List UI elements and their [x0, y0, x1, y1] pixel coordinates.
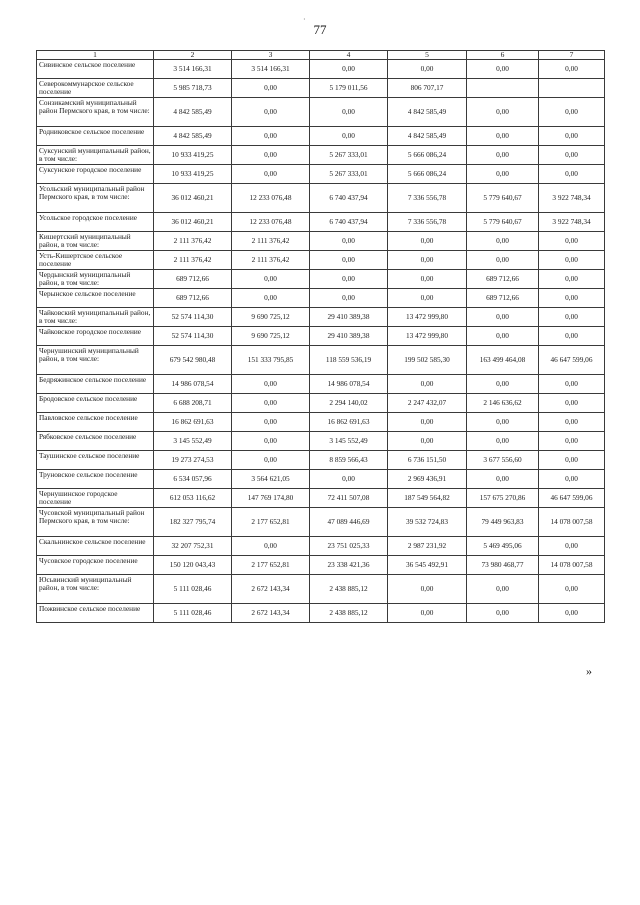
table-row [37, 270, 605, 289]
amount-cell: 46 647 599,06 [539, 346, 605, 375]
amount-cell: 0,00 [539, 537, 605, 556]
amount-cell: 14 078 007,58 [539, 556, 605, 575]
column-header: 7 [539, 51, 605, 60]
amount-cell: 39 532 724,83 [388, 508, 467, 537]
amount-cell: 612 053 116,62 [154, 489, 232, 508]
amount-cell: 0,00 [539, 604, 605, 623]
amount-cell: 0,00 [467, 375, 539, 394]
amount-cell: 2 969 436,91 [388, 470, 467, 489]
amount-cell: 0,00 [467, 327, 539, 346]
amount-cell: 0,00 [467, 98, 539, 127]
amount-cell: 0,00 [232, 165, 310, 184]
amount-cell: 3 145 552,49 [310, 432, 388, 451]
amount-cell: 2 177 652,81 [232, 508, 310, 537]
amount-cell: 0,00 [232, 146, 310, 165]
amount-cell: 46 647 599,06 [539, 489, 605, 508]
municipality-name-cell: Сивинское сельское поселение [37, 60, 154, 79]
amount-cell: 0,00 [539, 470, 605, 489]
amount-cell: 12 233 076,48 [232, 184, 310, 213]
amount-cell: 2 438 885,12 [310, 575, 388, 604]
municipality-name-cell: Сонзикамский муниципальный район Пермского края, в том числе: [37, 98, 154, 127]
municipality-name-cell: Черынское сельское поселение [37, 289, 154, 308]
municipality-name-cell: Бедряжинское сельское поселение [37, 375, 154, 394]
amount-cell: 0,00 [388, 289, 467, 308]
municipality-name-cell: Рябковское сельское поселение [37, 432, 154, 451]
municipality-name-cell: Суксунское городское поселение [37, 165, 154, 184]
amount-cell: 0,00 [539, 270, 605, 289]
amount-cell: 0,00 [467, 165, 539, 184]
table-row [37, 289, 605, 308]
municipality-name-cell: Кишертский муниципальный район, в том числе: [37, 232, 154, 251]
amount-cell: 5 267 333,01 [310, 146, 388, 165]
amount-cell: 0,00 [539, 394, 605, 413]
amount-cell: 4 842 585,49 [388, 127, 467, 146]
amount-cell: 36 012 460,21 [154, 184, 232, 213]
table-body [37, 60, 605, 623]
municipality-name-cell: Павловское сельское поселение [37, 413, 154, 432]
amount-cell [539, 79, 605, 98]
table-row [37, 346, 605, 375]
municipality-name-cell: Северокоммунарское сельское поселение [37, 79, 154, 98]
amount-cell: 12 233 076,48 [232, 213, 310, 232]
amount-cell: 0,00 [310, 98, 388, 127]
amount-cell: 0,00 [539, 432, 605, 451]
table-row [37, 184, 605, 213]
amount-cell: 5 179 011,56 [310, 79, 388, 98]
column-header: 2 [154, 51, 232, 60]
amount-cell: 4 842 585,49 [154, 127, 232, 146]
amount-cell: 6 736 151,50 [388, 451, 467, 470]
amount-cell: 47 089 446,69 [310, 508, 388, 537]
municipality-name-cell: Таушинское сельское поселение [37, 451, 154, 470]
table-row [37, 327, 605, 346]
amount-cell: 0,00 [232, 432, 310, 451]
amount-cell: 0,00 [232, 413, 310, 432]
amount-cell: 0,00 [388, 413, 467, 432]
table-row [37, 451, 605, 470]
amount-cell: 0,00 [388, 232, 467, 251]
amount-cell: 0,00 [467, 146, 539, 165]
amount-cell: 5 666 086,24 [388, 146, 467, 165]
table-row [37, 394, 605, 413]
table-row [37, 79, 605, 98]
amount-cell: 679 542 980,48 [154, 346, 232, 375]
amount-cell: 5 666 086,24 [388, 165, 467, 184]
amount-cell: 0,00 [539, 165, 605, 184]
amount-cell: 689 712,66 [154, 289, 232, 308]
amount-cell: 0,00 [310, 232, 388, 251]
amount-cell: 3 514 166,31 [154, 60, 232, 79]
amount-cell: 806 707,17 [388, 79, 467, 98]
amount-cell: 10 933 419,25 [154, 146, 232, 165]
amount-cell: 2 294 140,02 [310, 394, 388, 413]
amount-cell: 163 499 464,08 [467, 346, 539, 375]
column-header: 3 [232, 51, 310, 60]
table-row [37, 127, 605, 146]
table-row [37, 251, 605, 270]
municipality-name-cell: Чайковский муниципальный район, в том числе: [37, 308, 154, 327]
amount-cell: 73 980 468,77 [467, 556, 539, 575]
amount-cell: 10 933 419,25 [154, 165, 232, 184]
amount-cell: 52 574 114,30 [154, 308, 232, 327]
amount-cell: 3 677 556,60 [467, 451, 539, 470]
amount-cell: 5 779 640,67 [467, 184, 539, 213]
municipality-name-cell: Усольский муниципальный район Пермского края, в том числе: [37, 184, 154, 213]
table-row [37, 60, 605, 79]
amount-cell: 32 207 752,31 [154, 537, 232, 556]
amount-cell: 0,00 [232, 127, 310, 146]
table-row [37, 489, 605, 508]
municipality-name-cell: Чердынский муниципальный район, в том числе: [37, 270, 154, 289]
amount-cell: 0,00 [539, 413, 605, 432]
table-row [37, 146, 605, 165]
amount-cell: 8 859 566,43 [310, 451, 388, 470]
amount-cell: 2 111 376,42 [154, 232, 232, 251]
amount-cell: 0,00 [388, 270, 467, 289]
municipality-name-cell: Чусовской муниципальный район Пермского края, в том числе: [37, 508, 154, 537]
amount-cell: 2 111 376,42 [232, 232, 310, 251]
amount-cell: 0,00 [388, 375, 467, 394]
table-row [37, 413, 605, 432]
amount-cell: 5 469 495,06 [467, 537, 539, 556]
table-row [37, 537, 605, 556]
table-row [37, 575, 605, 604]
amount-cell: 0,00 [539, 308, 605, 327]
table-row [37, 556, 605, 575]
amount-cell: 0,00 [232, 375, 310, 394]
amount-cell: 0,00 [467, 432, 539, 451]
amount-cell: 0,00 [310, 60, 388, 79]
amount-cell: 23 751 025,33 [310, 537, 388, 556]
amount-cell: 2 111 376,42 [232, 251, 310, 270]
amount-cell: 147 769 174,80 [232, 489, 310, 508]
amount-cell: 29 410 389,38 [310, 308, 388, 327]
amount-cell: 0,00 [539, 127, 605, 146]
table-row [37, 308, 605, 327]
table-row [37, 432, 605, 451]
amount-cell: 36 012 460,21 [154, 213, 232, 232]
municipality-name-cell: Скальнинское сельское поселение [37, 537, 154, 556]
amount-cell: 0,00 [539, 375, 605, 394]
table-row [37, 470, 605, 489]
amount-cell: 0,00 [388, 432, 467, 451]
municipality-name-cell: Юсьвинский муниципальный район, в том числе: [37, 575, 154, 604]
municipality-name-cell: Чусовское городское поселение [37, 556, 154, 575]
amount-cell: 23 338 421,36 [310, 556, 388, 575]
column-header: 4 [310, 51, 388, 60]
header-row [37, 51, 605, 60]
column-header: 5 [388, 51, 467, 60]
amount-cell: 0,00 [467, 251, 539, 270]
amount-cell: 0,00 [232, 98, 310, 127]
amount-cell: 0,00 [467, 60, 539, 79]
amount-cell: 0,00 [310, 270, 388, 289]
amount-cell: 16 862 691,63 [154, 413, 232, 432]
amount-cell: 2 111 376,42 [154, 251, 232, 270]
amount-cell: 3 514 166,31 [232, 60, 310, 79]
amount-cell: 0,00 [467, 232, 539, 251]
amount-cell: 14 986 078,54 [154, 375, 232, 394]
table-row [37, 375, 605, 394]
amount-cell: 6 740 437,94 [310, 184, 388, 213]
amount-cell: 5 267 333,01 [310, 165, 388, 184]
amount-cell: 0,00 [539, 251, 605, 270]
amount-cell: 0,00 [539, 289, 605, 308]
municipality-name-cell: Чайковское городское поселение [37, 327, 154, 346]
amount-cell: 118 559 536,19 [310, 346, 388, 375]
amount-cell: 150 120 043,43 [154, 556, 232, 575]
page-number: 77 [313, 22, 327, 37]
municipality-name-cell: Чернушинское городское поселение [37, 489, 154, 508]
amount-cell: 2 177 652,81 [232, 556, 310, 575]
amount-cell: 72 411 507,08 [310, 489, 388, 508]
amount-cell: 0,00 [467, 575, 539, 604]
amount-cell: 4 842 585,49 [154, 98, 232, 127]
amount-cell: 689 712,66 [467, 289, 539, 308]
amount-cell: 0,00 [388, 604, 467, 623]
amount-cell: 0,00 [539, 327, 605, 346]
amount-cell: 187 549 564,82 [388, 489, 467, 508]
amount-cell: 0,00 [310, 251, 388, 270]
amount-cell: 19 273 274,53 [154, 451, 232, 470]
scan-mark: · [303, 15, 306, 24]
closing-quote: » [586, 664, 592, 678]
municipality-name-cell: Чернушинский муниципальный район, в том числе: [37, 346, 154, 375]
amount-cell: 3 922 748,34 [539, 184, 605, 213]
table-row [37, 213, 605, 232]
amount-cell: 0,00 [232, 394, 310, 413]
amount-cell: 4 842 585,49 [388, 98, 467, 127]
amount-cell: 199 502 585,30 [388, 346, 467, 375]
amount-cell: 157 675 270,86 [467, 489, 539, 508]
amount-cell: 5 111 028,46 [154, 575, 232, 604]
amount-cell: 0,00 [539, 98, 605, 127]
table-row [37, 232, 605, 251]
amount-cell: 0,00 [310, 470, 388, 489]
amount-cell: 0,00 [467, 308, 539, 327]
amount-cell: 0,00 [539, 146, 605, 165]
amount-cell: 0,00 [539, 60, 605, 79]
amount-cell: 689 712,66 [154, 270, 232, 289]
amount-cell: 52 574 114,30 [154, 327, 232, 346]
table-row [37, 508, 605, 537]
amount-cell: 0,00 [388, 251, 467, 270]
amount-cell: 0,00 [467, 413, 539, 432]
amount-cell: 9 690 725,12 [232, 327, 310, 346]
amount-cell: 5 985 718,73 [154, 79, 232, 98]
budget-table [36, 50, 605, 623]
column-header: 1 [37, 51, 154, 60]
amount-cell: 0,00 [467, 127, 539, 146]
amount-cell: 13 472 999,80 [388, 327, 467, 346]
amount-cell: 0,00 [310, 289, 388, 308]
municipality-name-cell: Труновское сельское поселение [37, 470, 154, 489]
amount-cell: 6 534 057,96 [154, 470, 232, 489]
municipality-name-cell: Суксунский муниципальный район, в том числе: [37, 146, 154, 165]
amount-cell: 0,00 [310, 127, 388, 146]
amount-cell: 2 146 636,62 [467, 394, 539, 413]
amount-cell: 0,00 [232, 289, 310, 308]
municipality-name-cell: Родниковское сельское поселение [37, 127, 154, 146]
amount-cell: 0,00 [467, 470, 539, 489]
amount-cell: 5 779 640,67 [467, 213, 539, 232]
municipality-name-cell: Бродовское сельское поселение [37, 394, 154, 413]
amount-cell: 0,00 [467, 604, 539, 623]
amount-cell: 2 672 143,34 [232, 575, 310, 604]
amount-cell: 29 410 389,38 [310, 327, 388, 346]
amount-cell: 36 545 492,91 [388, 556, 467, 575]
amount-cell: 2 987 231,92 [388, 537, 467, 556]
amount-cell: 3 922 748,34 [539, 213, 605, 232]
amount-cell: 0,00 [388, 575, 467, 604]
amount-cell: 16 862 691,63 [310, 413, 388, 432]
amount-cell: 689 712,66 [467, 270, 539, 289]
amount-cell: 14 078 007,58 [539, 508, 605, 537]
table-row [37, 604, 605, 623]
amount-cell: 2 438 885,12 [310, 604, 388, 623]
amount-cell: 0,00 [388, 60, 467, 79]
amount-cell [467, 79, 539, 98]
amount-cell: 2 672 143,34 [232, 604, 310, 623]
amount-cell: 6 688 208,71 [154, 394, 232, 413]
amount-cell: 0,00 [232, 451, 310, 470]
amount-cell: 6 740 437,94 [310, 213, 388, 232]
amount-cell: 13 472 999,80 [388, 308, 467, 327]
amount-cell: 3 145 552,49 [154, 432, 232, 451]
municipality-name-cell: Усть-Кишертское сельское поселение [37, 251, 154, 270]
amount-cell: 182 327 795,74 [154, 508, 232, 537]
amount-cell: 0,00 [232, 79, 310, 98]
column-header: 6 [467, 51, 539, 60]
amount-cell: 2 247 432,07 [388, 394, 467, 413]
municipality-name-cell: Усольское городское поселение [37, 213, 154, 232]
table-row [37, 165, 605, 184]
amount-cell: 9 690 725,12 [232, 308, 310, 327]
amount-cell: 5 111 028,46 [154, 604, 232, 623]
amount-cell: 0,00 [232, 537, 310, 556]
amount-cell: 0,00 [539, 451, 605, 470]
amount-cell: 0,00 [539, 575, 605, 604]
municipality-name-cell: Пожвинское сельское поселение [37, 604, 154, 623]
amount-cell: 0,00 [232, 270, 310, 289]
amount-cell: 7 336 556,78 [388, 213, 467, 232]
amount-cell: 0,00 [539, 232, 605, 251]
amount-cell: 14 986 078,54 [310, 375, 388, 394]
amount-cell: 151 333 795,85 [232, 346, 310, 375]
amount-cell: 7 336 556,78 [388, 184, 467, 213]
amount-cell: 3 564 621,05 [232, 470, 310, 489]
amount-cell: 79 449 963,83 [467, 508, 539, 537]
table-row [37, 98, 605, 127]
